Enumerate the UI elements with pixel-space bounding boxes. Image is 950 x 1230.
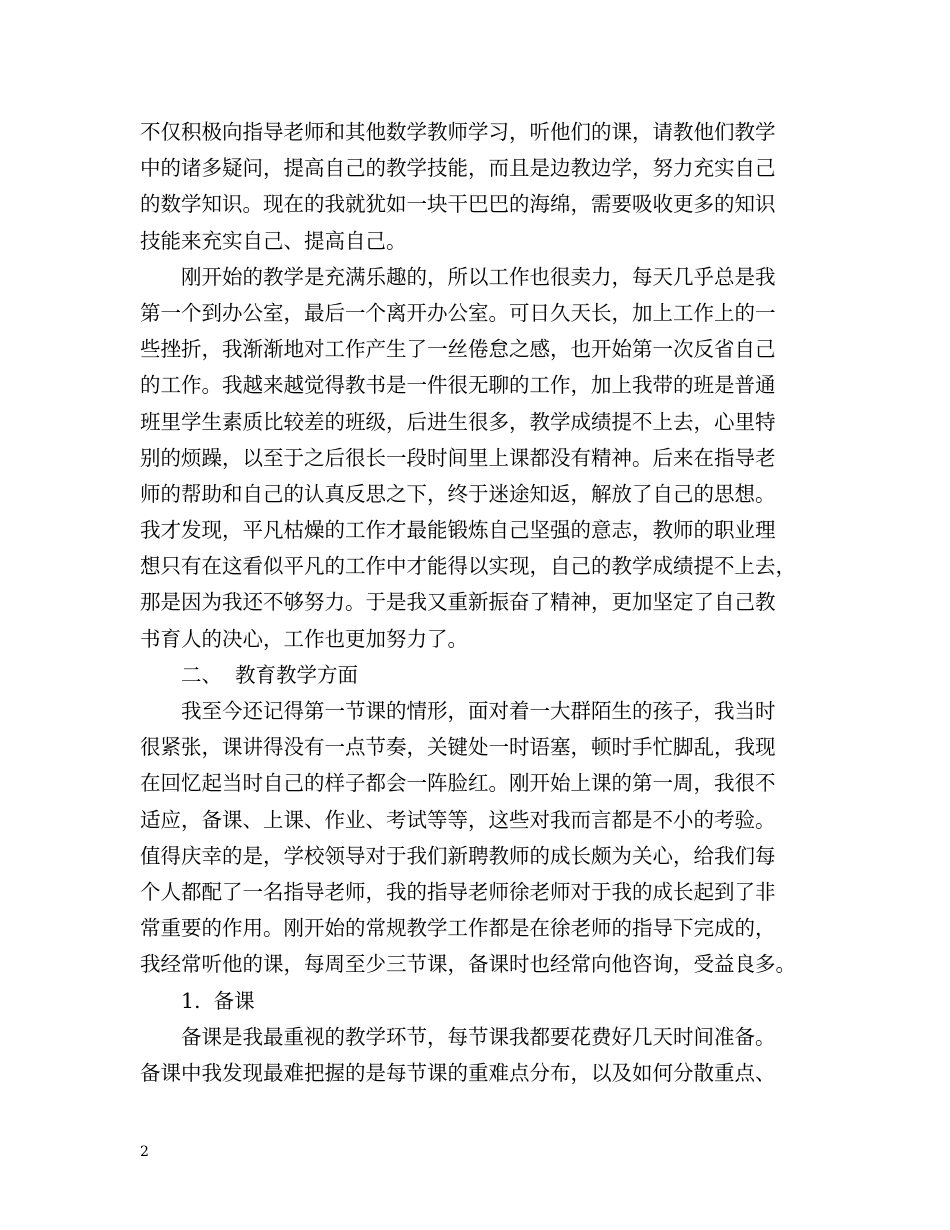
page-number: 2 — [140, 1144, 149, 1160]
text-line: 适应，备课、上课、作业、考试等等，这些对我而言都是不小的考验。 — [140, 807, 776, 832]
text-line: 班里学生素质比较差的班级，后进生很多，教学成绩提不上去，心里特 — [140, 409, 776, 434]
text-line: 别的烦躁，以至于之后很长一段时间里上课都没有精神。后来在指导老 — [140, 445, 776, 470]
text-line: 个人都配了一名指导老师，我的指导老师徐老师对于我的成长起到了非 — [140, 879, 776, 904]
text-line: 书育人的决心，工作也更加努力了。 — [140, 626, 468, 651]
text-line: 我经常听他的课，每周至少三节课，备课时也经常向他咨询，受益良多。 — [140, 952, 796, 977]
document-body — [140, 114, 830, 1091]
paragraph-first-line: 刚开始的教学是充满乐趣的，所以工作也很卖力，每天几乎总是我 — [181, 264, 776, 289]
text-line: 在回忆起当时自己的样子都会一阵脸红。刚开始上课的第一周，我很不 — [140, 771, 776, 796]
text-line: 值得庆幸的是，学校领导对于我们新聘教师的成长颇为关心，给我们每 — [140, 843, 776, 868]
text-line: 第一个到办公室，最后一个离开办公室。可日久天长，加上工作上的一 — [140, 300, 776, 325]
text-line: 不仅积极向指导老师和其他数学教师学习，听他们的课，请教他们教学 — [140, 120, 776, 144]
paragraph-first-line: 备课是我最重视的教学环节，每节课我都要花费好几天时间准备。 — [181, 1024, 776, 1049]
text-line: 的工作。我越来越觉得教书是一件很无聊的工作，加上我带的班是普通 — [140, 373, 776, 398]
text-line: 那是因为我还不够努力。于是我又重新振奋了精神，更加坚定了自己教 — [140, 590, 776, 615]
text-line: 技能来充实自己、提高自己。 — [140, 228, 407, 253]
text-line: 常重要的作用。刚开始的常规教学工作都是在徐老师的指导下完成的， — [140, 916, 776, 941]
paragraph-first-line: 我至今还记得第一节课的情形，面对着一大群陌生的孩子，我当时 — [181, 699, 776, 723]
text-line: 的数学知识。现在的我就犹如一块干巴巴的海绵，需要吸收更多的知识 — [140, 192, 776, 217]
text-line: 备课中我发现最难把握的是每节课的重难点分布，以及如何分散重点、 — [140, 1060, 776, 1085]
section-heading: 二、 教育教学方面 — [181, 662, 359, 687]
subsection-heading: 1. 备课 — [181, 988, 255, 1013]
text-line: 很紧张，课讲得没有一点节奏，关键处一时语塞，顿时手忙脚乱，我现 — [140, 735, 776, 760]
text-line: 些挫折，我渐渐地对工作产生了一丝倦怠之感，也开始第一次反省自己 — [140, 337, 776, 362]
text-line: 中的诸多疑问，提高自己的教学技能，而且是边教边学，努力充实自己 — [140, 156, 776, 181]
text-line: 我才发现，平凡枯燥的工作才最能锻炼自己坚强的意志，教师的职业理 — [140, 518, 776, 543]
text-line: 想只有在这看似平凡的工作中才能得以实现，自己的教学成绩提不上去， — [140, 554, 796, 579]
text-line: 师的帮助和自己的认真反思之下，终于迷途知返，解放了自己的思想。 — [140, 481, 776, 506]
